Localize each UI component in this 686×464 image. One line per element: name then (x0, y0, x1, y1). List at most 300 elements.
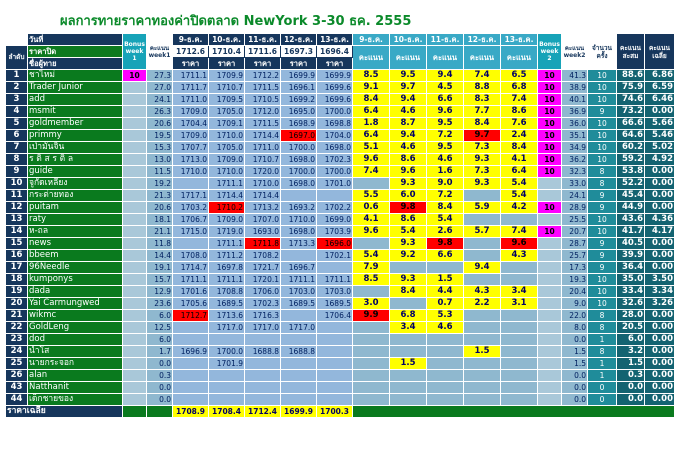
total-cell: 88.6 (617, 70, 645, 82)
score-cell: 3.1 (501, 298, 538, 310)
player-name: kumponys (28, 274, 123, 286)
price-cell: 1710.0 (245, 178, 281, 190)
price-cell: 1689.5 (281, 298, 317, 310)
average-cell: 3.34 (645, 286, 675, 298)
table-row (6, 346, 675, 358)
average-cell: 0.00 (645, 358, 675, 370)
count-cell: 9 (588, 202, 617, 214)
price-cell: 1705.6 (173, 298, 209, 310)
price-cell: 1701.9 (209, 358, 245, 370)
score-cell (353, 358, 390, 370)
score-cell (353, 394, 390, 406)
score-cell (353, 382, 390, 394)
bonus2-cell (538, 382, 562, 394)
score-cell (427, 262, 464, 274)
score-cell: 8.4 (353, 94, 390, 106)
score-cell: 8.4 (501, 142, 538, 154)
price-cell: 1717.0 (245, 322, 281, 334)
score-cell: 5.4 (501, 178, 538, 190)
price-cell: 1696.1 (281, 82, 317, 94)
score-cell (390, 298, 427, 310)
player-name: 96Needle (28, 262, 123, 274)
score-cell (464, 334, 501, 346)
total-cell: 0.0 (617, 382, 645, 394)
score-week2-cell: 22.0 (562, 310, 588, 322)
price-cell: 1709.0 (173, 130, 209, 142)
player-name: primmy (28, 130, 123, 142)
price-cell (317, 358, 353, 370)
table-row (6, 250, 675, 262)
bonus1-cell (123, 106, 147, 118)
bonus2-cell: 10 (538, 130, 562, 142)
score-cell: 6.5 (501, 70, 538, 82)
average-cell: 6.46 (645, 94, 675, 106)
score-cell: 1.8 (353, 118, 390, 130)
bonus2-cell: 10 (538, 226, 562, 238)
table-row (6, 190, 675, 202)
score-date-header-0: 9-ธ.ค. (353, 34, 390, 46)
price-cell: 1710.5 (245, 94, 281, 106)
price-cell: 1698.8 (317, 118, 353, 130)
player-name: add (28, 94, 123, 106)
bonus1-cell (123, 190, 147, 202)
average-cell: 6.86 (645, 70, 675, 82)
bonus1-cell (123, 226, 147, 238)
price-cell: 1702.2 (317, 202, 353, 214)
score-cell: 9.6 (427, 106, 464, 118)
total-cell: 36.4 (617, 262, 645, 274)
price-cell: 1712.7 (173, 310, 209, 322)
score-week1-cell: 11.5 (147, 166, 173, 178)
count-cell: 8 (588, 310, 617, 322)
score-cell (501, 262, 538, 274)
score-cell (464, 370, 501, 382)
total-cell: 20.5 (617, 322, 645, 334)
bonus2-cell (538, 238, 562, 250)
price-cell: 1689.5 (317, 298, 353, 310)
bonus2-cell (538, 358, 562, 370)
price-cell: 1710.0 (209, 130, 245, 142)
bonus1-cell (123, 286, 147, 298)
score-week2-cell: 34.9 (562, 142, 588, 154)
bonus2-cell (538, 346, 562, 358)
price-cell (317, 382, 353, 394)
score-cell: 8.4 (427, 202, 464, 214)
price-cell (209, 334, 245, 346)
player-name: guide (28, 166, 123, 178)
close-value-1: 1710.4 (209, 46, 245, 58)
score-week2-cell: 25.5 (562, 214, 588, 226)
count-cell: 10 (588, 82, 617, 94)
close-value-3: 1697.3 (281, 46, 317, 58)
score-week1-cell: 12.9 (147, 286, 173, 298)
row-number: 12 (6, 202, 28, 214)
price-cell: 1714.4 (245, 130, 281, 142)
score-cell: 6.8 (390, 310, 427, 322)
price-cell (173, 178, 209, 190)
total-cell: 28.0 (617, 310, 645, 322)
count-cell: 8 (588, 166, 617, 178)
price-cell: 1700.0 (281, 142, 317, 154)
price-cell (245, 394, 281, 406)
score-cell (501, 346, 538, 358)
score-cell: 8.5 (353, 70, 390, 82)
average-cell: 0.00 (645, 346, 675, 358)
average-cell: 6.59 (645, 82, 675, 94)
score-w1-header: คะแนน week1 (147, 34, 173, 70)
row-number: 15 (6, 238, 28, 250)
total-cell: 64.6 (617, 130, 645, 142)
score-cell (390, 346, 427, 358)
score-cell (390, 262, 427, 274)
player-name: Trader Junior (28, 82, 123, 94)
price-cell: 1709.1 (209, 118, 245, 130)
score-cell: 5.5 (353, 190, 390, 202)
row-number: 9 (6, 166, 28, 178)
score-date-header-4: 13-ธ.ค. (501, 34, 538, 46)
price-cell: 1714.7 (173, 262, 209, 274)
score-cell (427, 370, 464, 382)
score-cell: 9.2 (390, 250, 427, 262)
score-cell: 8.6 (390, 214, 427, 226)
price-cell: 1716.3 (245, 310, 281, 322)
average-cell: 0.00 (645, 238, 675, 250)
score-week1-cell: 14.4 (147, 250, 173, 262)
average-cell: 0.00 (645, 382, 675, 394)
score-week2-cell: 8.0 (562, 322, 588, 334)
date-header-2: 11-ธ.ค. (245, 34, 281, 46)
price-cell: 1715.0 (173, 226, 209, 238)
score-week2-cell: 28.9 (562, 202, 588, 214)
bonus2-cell: 10 (538, 142, 562, 154)
price-cell: 1713.0 (173, 154, 209, 166)
table-row (6, 298, 675, 310)
bonus2-cell (538, 394, 562, 406)
bonus2-cell (538, 178, 562, 190)
price-cell: 1693.2 (281, 202, 317, 214)
footer-avg-4: 1700.3 (317, 406, 353, 418)
table-row (6, 178, 675, 190)
score-cell: 7.4 (501, 226, 538, 238)
price-cell: 1699.9 (317, 70, 353, 82)
total-cell: 52.2 (617, 178, 645, 190)
score-cell: 5.1 (353, 142, 390, 154)
date-header-3: 12-ธ.ค. (281, 34, 317, 46)
score-week2-cell: 28.7 (562, 238, 588, 250)
table-row (6, 214, 675, 226)
table-row (6, 262, 675, 274)
price-cell: 1697.0 (281, 130, 317, 142)
score-cell (464, 382, 501, 394)
average-cell: 3.26 (645, 298, 675, 310)
price-cell: 1689.5 (209, 298, 245, 310)
close-value-4: 1696.4 (317, 46, 353, 58)
price-cell: 1709.0 (173, 106, 209, 118)
bonus1-cell (123, 82, 147, 94)
price-cell: 1693.0 (245, 226, 281, 238)
bonus2-cell (538, 274, 562, 286)
score-week2-cell: 25.7 (562, 250, 588, 262)
price-cell: 1719.0 (209, 226, 245, 238)
score-cell (464, 310, 501, 322)
total-cell: 3.2 (617, 346, 645, 358)
score-cell: 7.4 (501, 94, 538, 106)
score-cell: 4.5 (427, 82, 464, 94)
score-cell: 6.6 (427, 250, 464, 262)
bonus2-cell: 10 (538, 82, 562, 94)
price-cell: 1705.0 (209, 142, 245, 154)
price-cell: 1688.8 (281, 346, 317, 358)
score-cell: 5.9 (464, 202, 501, 214)
no-header (6, 34, 28, 46)
bonus1-cell (123, 214, 147, 226)
bonus2-cell: 10 (538, 118, 562, 130)
bonus1-cell (123, 346, 147, 358)
count-cell: 8 (588, 346, 617, 358)
total-cell: 75.9 (617, 82, 645, 94)
score-week1-cell: 13.0 (147, 154, 173, 166)
score-w2-header: คะแนน week2 (562, 34, 588, 70)
score-week2-cell: 0.0 (562, 382, 588, 394)
price-cell: 1703.2 (173, 202, 209, 214)
score-cell: 2.4 (501, 130, 538, 142)
score-week2-cell: 41.3 (562, 70, 588, 82)
bonus2-cell (538, 334, 562, 346)
price-cell (281, 358, 317, 370)
player-name: goldmember (28, 118, 123, 130)
score-week1-cell: 6.0 (147, 310, 173, 322)
row-number: 25 (6, 358, 28, 370)
player-name: raty (28, 214, 123, 226)
row-number: 18 (6, 274, 28, 286)
price-cell (317, 334, 353, 346)
price-cell (245, 370, 281, 382)
bonus1-cell (123, 310, 147, 322)
table-row (6, 82, 675, 94)
close-label: ราคาปิด (28, 46, 123, 58)
footer-row (6, 406, 675, 418)
date-label: วันที่ (28, 34, 123, 46)
score-week2-cell: 36.0 (562, 118, 588, 130)
score-cell (464, 214, 501, 226)
count-cell: 0 (588, 382, 617, 394)
score-cell: 7.4 (464, 70, 501, 82)
score-cell: 9.6 (353, 154, 390, 166)
bonus1-cell: 10 (123, 70, 147, 82)
price-cell: 1711.1 (209, 238, 245, 250)
score-cell: 6.0 (390, 190, 427, 202)
player-name: เด็กชายของ (28, 394, 123, 406)
total-cell: 40.5 (617, 238, 645, 250)
score-cell: 6.6 (427, 94, 464, 106)
score-week2-cell: 17.3 (562, 262, 588, 274)
table-row (6, 382, 675, 394)
score-cell (464, 238, 501, 250)
price-cell: 1704.0 (317, 130, 353, 142)
price-cell (281, 370, 317, 382)
player-name: puitam (28, 202, 123, 214)
score-date-header-1: 10-ธ.ค. (390, 34, 427, 46)
row-number: 3 (6, 94, 28, 106)
score-cell: 7.7 (464, 106, 501, 118)
score-cell: 8.7 (390, 118, 427, 130)
score-label-4: คะแนน (501, 46, 538, 70)
price-cell: 1704.4 (173, 118, 209, 130)
bonus2-cell (538, 310, 562, 322)
price-cell: 1705.0 (209, 106, 245, 118)
price-cell: 1717.1 (173, 190, 209, 202)
bonus1-cell (123, 118, 147, 130)
score-week2-cell: 35.1 (562, 130, 588, 142)
price-cell: 1710.7 (245, 154, 281, 166)
average-cell: 4.92 (645, 154, 675, 166)
score-cell: 7.2 (427, 190, 464, 202)
score-date-header-3: 12-ธ.ค. (464, 34, 501, 46)
bonus2-cell: 10 (538, 202, 562, 214)
score-cell: 4.2 (501, 202, 538, 214)
bonus1-cell (123, 394, 147, 406)
score-cell (501, 214, 538, 226)
score-cell (501, 274, 538, 286)
count-cell: 0 (588, 394, 617, 406)
score-cell: 9.6 (501, 238, 538, 250)
count-cell: 10 (588, 274, 617, 286)
bonus2-cell (538, 190, 562, 202)
score-date-header-2: 11-ธ.ค. (427, 34, 464, 46)
footer-avg-3: 1699.9 (281, 406, 317, 418)
score-cell: 7.4 (353, 166, 390, 178)
price-cell (209, 394, 245, 406)
score-cell (390, 394, 427, 406)
price-cell: 1699.0 (317, 214, 353, 226)
price-cell: 1711.2 (209, 250, 245, 262)
price-cell: 1711.1 (173, 274, 209, 286)
score-cell: 5.4 (353, 250, 390, 262)
score-cell: 7.3 (464, 142, 501, 154)
bonus2-cell (538, 286, 562, 298)
score-cell: 7.9 (353, 262, 390, 274)
score-cell: 9.5 (427, 142, 464, 154)
score-week2-cell: 20.4 (562, 286, 588, 298)
bonus1-cell (123, 154, 147, 166)
player-name: Yai Carmungwed (28, 298, 123, 310)
total-cell: 59.2 (617, 154, 645, 166)
score-cell: 8.4 (464, 118, 501, 130)
row-number: 10 (6, 178, 28, 190)
price-cell: 1700.0 (209, 346, 245, 358)
price-cell (173, 322, 209, 334)
price-cell: 1699.6 (317, 94, 353, 106)
score-cell: 9.3 (464, 154, 501, 166)
score-label-1: คะแนน (390, 46, 427, 70)
row-number: 22 (6, 322, 28, 334)
header-row-1 (6, 34, 675, 46)
score-week1-cell: 26.3 (147, 106, 173, 118)
price-cell: 1706.7 (173, 214, 209, 226)
score-cell: 8.8 (464, 82, 501, 94)
bonus2-cell: 10 (538, 106, 562, 118)
score-cell: 9.6 (390, 166, 427, 178)
score-week2-cell: 32.3 (562, 166, 588, 178)
score-cell: 4.3 (501, 250, 538, 262)
score-week1-cell: 19.1 (147, 262, 173, 274)
price-cell: 1713.2 (245, 202, 281, 214)
total-cell: 0.0 (617, 394, 645, 406)
score-cell: 4.3 (464, 286, 501, 298)
score-week1-cell: 15.3 (147, 142, 173, 154)
table-row (6, 310, 675, 322)
score-week1-cell: 24.1 (147, 94, 173, 106)
score-cell: 9.5 (427, 118, 464, 130)
score-cell: 1.5 (464, 346, 501, 358)
score-cell: 9.8 (427, 238, 464, 250)
price-cell: 1711.1 (209, 274, 245, 286)
bonus1-cell (123, 274, 147, 286)
row-number: 26 (6, 370, 28, 382)
score-cell (390, 370, 427, 382)
score-label-3: คะแนน (464, 46, 501, 70)
price-cell: 1711.1 (209, 178, 245, 190)
count-cell: 10 (588, 118, 617, 130)
price-cell: 1706.4 (317, 310, 353, 322)
price-cell: 1708.0 (173, 250, 209, 262)
price-cell: 1710.0 (209, 166, 245, 178)
price-cell: 1696.7 (281, 262, 317, 274)
bonus1-header: Bonus week 1 (123, 34, 147, 70)
score-cell: 6.4 (353, 106, 390, 118)
score-cell: 9.4 (427, 70, 464, 82)
price-cell (173, 238, 209, 250)
price-cell: 1711.0 (245, 142, 281, 154)
price-cell (173, 334, 209, 346)
table-row (6, 154, 675, 166)
count-cell: 10 (588, 154, 617, 166)
score-label-2: คะแนน (427, 46, 464, 70)
count-cell: 10 (588, 214, 617, 226)
score-week1-cell: 19.2 (147, 178, 173, 190)
score-cell (501, 358, 538, 370)
count-cell: 1 (588, 358, 617, 370)
avg-header: คะแนนเฉลี่ย (645, 34, 675, 70)
player-name: นายกระจอก (28, 358, 123, 370)
row-number: 7 (6, 142, 28, 154)
table-row (6, 274, 675, 286)
score-cell: 3.4 (501, 286, 538, 298)
bonus1-cell (123, 358, 147, 370)
price-cell: 1708.8 (209, 286, 245, 298)
bonus2-cell (538, 298, 562, 310)
average-cell: 0.00 (645, 322, 675, 334)
row-number: 4 (6, 106, 28, 118)
score-week2-cell: 0.0 (562, 334, 588, 346)
count-cell: 1 (588, 370, 617, 382)
price-cell (317, 190, 353, 202)
score-cell (501, 382, 538, 394)
total-cell: 33.4 (617, 286, 645, 298)
count-cell: 8 (588, 322, 617, 334)
price-cell (281, 382, 317, 394)
score-cell: 0.7 (427, 298, 464, 310)
score-cell: 6.4 (501, 166, 538, 178)
score-week2-cell: 38.9 (562, 82, 588, 94)
close-value-0: 1712.6 (173, 46, 209, 58)
score-cell: 7.3 (464, 166, 501, 178)
row-number: 24 (6, 346, 28, 358)
score-cell: 0.6 (353, 202, 390, 214)
score-cell: 4.6 (427, 154, 464, 166)
score-cell: 5.4 (427, 214, 464, 226)
score-cell: 9.0 (427, 178, 464, 190)
